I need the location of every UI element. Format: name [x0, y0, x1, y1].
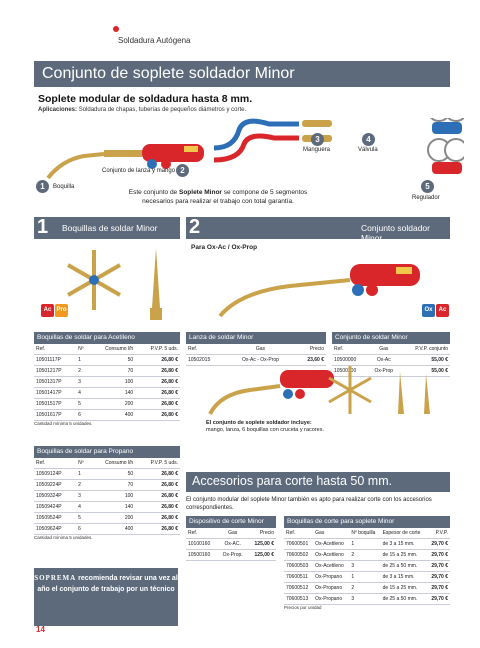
- cell-price: 26,80 €: [135, 479, 180, 490]
- cell-ref: 10502015: [186, 354, 228, 365]
- table-boquillas-corte-title: Boquillas de corte para soplete Minor: [284, 516, 450, 528]
- cell-price: 29,70 €: [427, 582, 450, 593]
- nozzle-image: [48, 154, 104, 178]
- product-subtitle: Soplete modular de soldadura hasta 8 mm.: [38, 93, 253, 105]
- cell-consumo: 100: [90, 376, 136, 387]
- col-precio: Precio: [247, 528, 276, 538]
- cell-consumo: 50: [90, 468, 136, 479]
- cell-price: 26,80 €: [135, 409, 180, 420]
- cell-espesor: de 3 a 15 mm.: [381, 571, 427, 582]
- accesorios-title: Accesorios para corte hasta 50 mm.: [192, 474, 393, 488]
- component-badge-5: 5: [421, 180, 434, 193]
- cell-consumo: 400: [90, 523, 136, 534]
- cell-num: 3: [76, 376, 89, 387]
- cell-price: 23,60 €: [293, 354, 326, 365]
- cell-consumo: 100: [90, 490, 136, 501]
- accesorios-description: El conjunto modular del soplete Minor también es apto para realizar corte con los accesorios correspondientes.: [186, 497, 432, 511]
- cell-gas: Ox-Prop: [368, 365, 399, 376]
- cell-consumo: 70: [90, 365, 136, 376]
- cell-num: 4: [76, 387, 89, 398]
- cell-price: 55,00 €: [399, 354, 450, 365]
- cell-gas: Ox-Ac: [368, 354, 399, 365]
- table-dispositivo: [186, 516, 276, 561]
- cell-price: 29,70 €: [427, 538, 450, 549]
- table-lanza: [186, 332, 326, 366]
- component-label-3: Manguera: [303, 147, 331, 153]
- table-row: [34, 365, 180, 376]
- table-row: [34, 398, 180, 409]
- table-row: [186, 538, 276, 549]
- brand-mark: [113, 26, 119, 32]
- kit-includes: [206, 420, 366, 434]
- section-1-title: Boquillas de soldar Minor: [62, 223, 158, 233]
- cell-gas: Ox-Ac - Ox-Prop: [228, 354, 293, 365]
- table-row: [34, 512, 180, 523]
- cell-price: 26,80 €: [135, 365, 180, 376]
- table-row: [284, 582, 450, 593]
- cell-consumo: 70: [90, 479, 136, 490]
- section-2-title: Conjunto soldador Minor: [361, 223, 430, 243]
- table-dispositivo-title: Dispositivo de corte Minor: [186, 516, 276, 528]
- cell-price: 26,80 €: [135, 398, 180, 409]
- kit-includes-text: mango, lanza, 6 boquillas con cruceta y racores.: [206, 427, 325, 433]
- cell-consumo: 200: [90, 512, 136, 523]
- cell-ref: 70600503: [284, 560, 313, 571]
- col-consumo: Consumo l/h: [90, 458, 136, 468]
- table-propano-note: Cantidad mínima 5 unidades.: [34, 534, 93, 540]
- col-espesor: Espesor de corte: [381, 528, 427, 538]
- cell-price: 26,80 €: [135, 512, 180, 523]
- component-badge-1: 1: [36, 180, 49, 193]
- cell-consumo: 140: [90, 501, 136, 512]
- kit-includes-title: El conjunto de soplete soldador incluye:: [206, 420, 312, 426]
- torch-set-image: [200, 256, 440, 322]
- component-label-2: Conjunto de lanza y mango: [102, 168, 176, 174]
- cell-ref: 10501517P: [34, 398, 76, 409]
- cell-ref: 10509224P: [34, 479, 76, 490]
- component-badge-4: 4: [362, 133, 375, 146]
- recommendation-brand: SOPREMA: [34, 574, 77, 582]
- cell-ref: 10500200: [332, 365, 368, 376]
- table-header-row: [34, 458, 180, 468]
- cell-price: 29,70 €: [427, 593, 450, 604]
- col-num: Nº: [76, 344, 89, 354]
- cell-num: 2: [76, 479, 89, 490]
- table-row: [34, 501, 180, 512]
- table-row: [284, 538, 450, 549]
- cell-ref: 10509424P: [34, 501, 76, 512]
- cell-num: 6: [76, 523, 89, 534]
- gas-tag-ox: Ox: [422, 304, 435, 317]
- cell-ref: 10501217P: [34, 365, 76, 376]
- col-pvp: P.V.P. 5 uds.: [135, 344, 180, 354]
- col-num: Nº: [76, 458, 89, 468]
- cell-num: 3: [349, 593, 380, 604]
- cell-num: 1: [76, 354, 89, 365]
- cell-price: 26,80 €: [135, 376, 180, 387]
- cell-price: 55,00 €: [399, 365, 450, 376]
- table-conjunto-title: Conjunto de soldar Minor: [332, 332, 450, 344]
- cell-price: 29,70 €: [427, 571, 450, 582]
- component-label-4: Válvula: [358, 147, 378, 153]
- page-title: Conjunto de soplete soldador Minor: [42, 65, 295, 82]
- cell-espesor: de 3 a 15 mm.: [381, 538, 427, 549]
- valve-image: [302, 120, 332, 127]
- regulator-top-image: [428, 118, 464, 134]
- col-ref: Ref.: [186, 528, 218, 538]
- cell-ref: 10509124P: [34, 468, 76, 479]
- section-2-number: 2: [189, 216, 201, 238]
- cell-price: 29,70 €: [427, 549, 450, 560]
- set-description: [118, 188, 318, 206]
- cell-gas: Ox-Acetileno: [313, 560, 349, 571]
- recommendation-box: [34, 568, 178, 626]
- table-header-row: [186, 528, 276, 538]
- page-number: 14: [36, 625, 45, 634]
- table-header-row: [34, 344, 180, 354]
- cell-ref: 10500000: [332, 354, 368, 365]
- kit-image: [200, 364, 450, 420]
- table-row: [284, 549, 450, 560]
- table-row: [34, 376, 180, 387]
- table-boquillas-corte: [284, 516, 450, 610]
- section-2-subheading: Para Ox-Ac / Ox-Prop: [191, 244, 258, 251]
- table-acetileno: [34, 332, 180, 426]
- section-1-number: 1: [37, 216, 49, 238]
- regulator-bottom-image: [428, 139, 464, 174]
- col-gas: Gas: [368, 344, 399, 354]
- cell-num: 5: [76, 398, 89, 409]
- cell-gas: Ox-AC.: [218, 538, 247, 549]
- col-num-boquilla: Nº boquilla: [349, 528, 380, 538]
- table-row: [34, 468, 180, 479]
- col-gas: Gas: [228, 344, 293, 354]
- cell-price: 29,70 €: [427, 560, 450, 571]
- cell-ref: 10501317P: [34, 376, 76, 387]
- cell-ref: 10509324P: [34, 490, 76, 501]
- col-pvp: P.V.P.: [427, 528, 450, 538]
- cell-ref: 10500160: [186, 549, 218, 560]
- cell-num: 3: [76, 490, 89, 501]
- cell-ref: 70600501: [284, 538, 313, 549]
- cell-consumo: 200: [90, 398, 136, 409]
- col-ref: Ref.: [34, 344, 76, 354]
- cell-price: 125,00 €: [247, 538, 276, 549]
- cell-gas: Ox-Acetileno: [313, 549, 349, 560]
- cell-gas: Ox-Acetileno: [313, 538, 349, 549]
- table-header-row: [186, 344, 326, 354]
- recommendation-text: recomienda revisar una vez al año el conjunto de trabajo por un técnico: [37, 575, 178, 593]
- cell-consumo: 400: [90, 409, 136, 420]
- table-row: [284, 560, 450, 571]
- table-acetileno-note: Cantidad mínima 5 unidades.: [34, 420, 93, 426]
- cell-ref: 10509524P: [34, 512, 76, 523]
- col-ref: Ref.: [332, 344, 368, 354]
- cell-price: 26,80 €: [135, 490, 180, 501]
- table-row: [34, 387, 180, 398]
- cell-consumo: 140: [90, 387, 136, 398]
- table-row: [186, 549, 276, 560]
- cell-num: 1: [349, 538, 380, 549]
- table-row: [34, 490, 180, 501]
- cell-num: 4: [76, 501, 89, 512]
- cell-price: 26,80 €: [135, 468, 180, 479]
- cell-consumo: 50: [90, 354, 136, 365]
- cell-ref: 70600513: [284, 593, 313, 604]
- cell-num: 1: [349, 571, 380, 582]
- cell-price: 26,80 €: [135, 523, 180, 534]
- table-boquillas-corte-note: Precios por unidad: [284, 604, 322, 610]
- accesorios-bar: [186, 472, 450, 492]
- cell-num: 1: [76, 468, 89, 479]
- cell-ref: 10501117P: [34, 354, 76, 365]
- desc-bold: Soplete Minor: [178, 189, 222, 196]
- cell-num: 2: [349, 549, 380, 560]
- cell-num: 2: [76, 365, 89, 376]
- col-pvp: P.V.P. 5 uds.: [135, 458, 180, 468]
- col-pvp: P.V.P. conjunto: [399, 344, 450, 354]
- table-row: [284, 571, 450, 582]
- component-badge-2: 2: [176, 164, 189, 177]
- col-gas: Gas: [218, 528, 247, 538]
- cell-gas: Ox-Propano: [313, 582, 349, 593]
- component-label-1: Boquilla: [53, 184, 75, 190]
- table-header-row: [284, 528, 450, 538]
- cell-price: 26,80 €: [135, 501, 180, 512]
- cell-num: 2: [349, 582, 380, 593]
- cell-ref: 10501617P: [34, 409, 76, 420]
- cell-num: 3: [349, 560, 380, 571]
- cell-ref: 70600511: [284, 571, 313, 582]
- col-consumo: Consumo l/h: [90, 344, 136, 354]
- gas-tag-ac-2: Ac: [436, 304, 449, 317]
- section-1-header: [34, 217, 180, 239]
- table-propano-title: Boquillas de soldar para Propano: [34, 446, 180, 458]
- cell-espesor: de 25 a 50 mm.: [381, 593, 427, 604]
- cell-num: 5: [76, 512, 89, 523]
- table-header-row: [332, 344, 450, 354]
- gas-tag-ac: Ac: [41, 304, 54, 317]
- cell-price: 26,80 €: [135, 387, 180, 398]
- cell-num: 6: [76, 409, 89, 420]
- page-title-bar: [34, 61, 450, 87]
- lance-image: [104, 150, 142, 157]
- cell-ref: 70600502: [284, 549, 313, 560]
- cell-espesor: de 25 a 50 mm.: [381, 560, 427, 571]
- table-row: [284, 593, 450, 604]
- table-row: [34, 523, 180, 534]
- table-row: [34, 354, 180, 365]
- desc-post: se compone de 5 segmentos necesarios para realizar el trabajo con total garantía.: [142, 189, 308, 205]
- col-ref: Ref.: [34, 458, 76, 468]
- section-label: Soldadura Autógena: [118, 36, 191, 45]
- section-2-header: [186, 216, 450, 243]
- cell-ref: 10501417P: [34, 387, 76, 398]
- col-precio: Precio: [293, 344, 326, 354]
- cell-espesor: de 15 a 25 mm.: [381, 582, 427, 593]
- component-label-5: Regulador: [412, 195, 440, 201]
- applications-label: Aplicaciones:: [38, 107, 78, 113]
- cell-espesor: de 15 a 25 mm.: [381, 549, 427, 560]
- col-ref: Ref.: [284, 528, 313, 538]
- cell-price: 125,00 €: [247, 549, 276, 560]
- col-gas: Gas: [313, 528, 349, 538]
- component-badge-3: 3: [311, 133, 324, 146]
- table-propano: [34, 446, 180, 540]
- cell-gas: Ox-Prop.: [218, 549, 247, 560]
- col-ref: Ref.: [186, 344, 228, 354]
- cell-ref: 10509624P: [34, 523, 76, 534]
- table-acetileno-title: Boquillas de soldar para Acetileno: [34, 332, 180, 344]
- cell-price: 26,80 €: [135, 354, 180, 365]
- table-lanza-title: Lanza de soldar Minor: [186, 332, 326, 344]
- gas-tag-pro: Pro: [55, 304, 68, 317]
- table-row: [34, 479, 180, 490]
- applications-text: Soldadura de chapas, tuberías de pequeños diámetros y corte.: [78, 107, 247, 113]
- desc-pre: Este conjunto de: [128, 189, 179, 196]
- cell-ref: 10100160: [186, 538, 218, 549]
- applications-line: [38, 107, 246, 113]
- table-row: [34, 409, 180, 420]
- cell-gas: Ox-Propano: [313, 593, 349, 604]
- cell-ref: 70600512: [284, 582, 313, 593]
- cell-gas: Ox-Propano: [313, 571, 349, 582]
